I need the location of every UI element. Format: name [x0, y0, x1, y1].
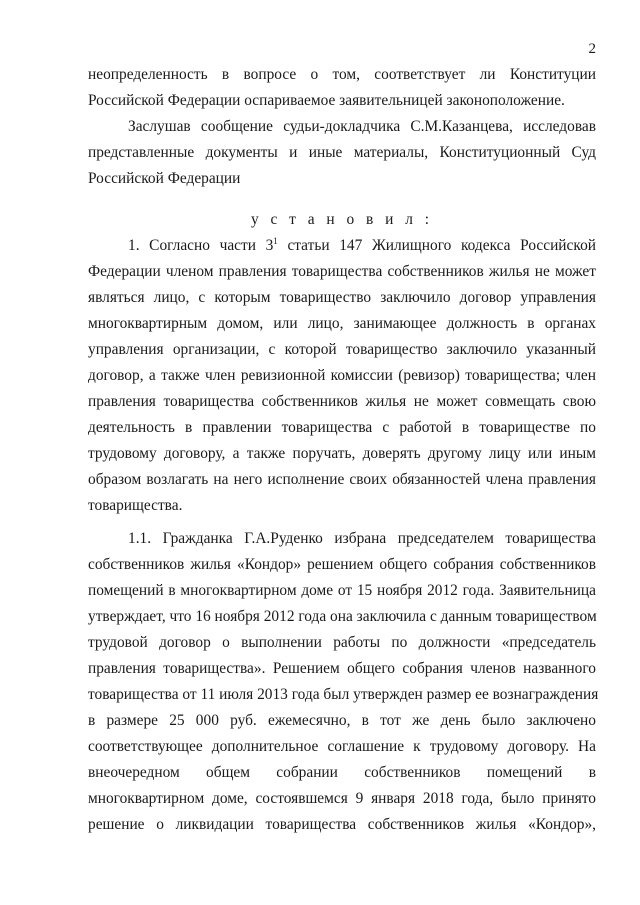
- text-line: договор, а также член ревизионной комиссии (ревизор) товарищества; член: [88, 367, 596, 384]
- text-line: деятельность в правлении товарищества с работой в товариществе по: [88, 419, 596, 436]
- text-line: являться лицо, с которым товарищество заключило договор управления: [88, 289, 596, 306]
- text-line: неопределенность в вопросе о том, соответствует ли Конституции: [88, 66, 596, 83]
- text-line: многоквартирным домом, или лицо, занимающее должность в органах: [88, 315, 596, 332]
- text-line: Федерации членом правления товарищества собственников жилья не может: [88, 263, 596, 280]
- text-line: правления товарищества». Решением общего собрания членов названного: [88, 660, 596, 677]
- text-line: [88, 233, 596, 259]
- text-line: решение о ликвидации товарищества собственников жилья «Кондор»,: [88, 816, 596, 833]
- text-line: трудовому договору, а также поручать, доверять другому лицу или иным: [88, 445, 596, 462]
- text-line: трудовой договор о выполнении работы по должности «председатель: [88, 634, 596, 651]
- section-heading: у с т а н о в и л :: [250, 211, 434, 228]
- text-line: соответствующее дополнительное соглашение к трудовому договору. На: [88, 738, 596, 755]
- text-line: представленные документы и иные материалы, Конституционный Суд: [88, 144, 596, 161]
- text-line: в размере 25 000 руб. ежемесячно, в тот же день было заключено: [88, 712, 596, 729]
- text-line: образом возлагать на него исполнение своих обязанностей члена правления: [88, 471, 596, 488]
- text-line: помещений в многоквартирном доме от 15 ноября 2012 года. Заявительница: [88, 582, 596, 599]
- text-fragment: 1. Согласно части 3: [128, 237, 274, 254]
- text-line: 1.1. Гражданка Г.А.Руденко избрана председателем товарищества: [128, 530, 596, 547]
- paragraph-1: [88, 233, 596, 519]
- page-number: 2: [588, 41, 596, 57]
- text-line: утверждает, что 16 ноября 2012 года она заключила с данным товариществом: [88, 608, 597, 625]
- text-line: управления организации, с которой товарищество заключило указанный: [88, 341, 596, 358]
- paragraph-intro: [88, 62, 596, 114]
- text-fragment: статьи 147 Жилищного кодекса Российской: [277, 237, 596, 254]
- text-line: правления товарищества собственников жилья не может совмещать свою: [88, 393, 596, 410]
- paragraph-hearing: [88, 114, 596, 192]
- paragraph-1-1: [88, 526, 599, 838]
- text-line: многоквартирном доме, состоявшемся 9 января 2018 года, было принято: [88, 790, 596, 807]
- text-line: внеочередном общем собрании собственников помещений в: [88, 764, 596, 781]
- text-line: собственников жилья «Кондор» решением общего собрания собственников: [88, 556, 596, 573]
- text-line: товарищества.: [88, 497, 183, 514]
- text-line: Российской Федерации: [88, 170, 241, 187]
- text-line: Заслушав сообщение судьи-докладчика С.М.Казанцева, исследовав: [128, 118, 596, 135]
- text-line: Российской Федерации оспариваемое заявительницей законоположение.: [88, 92, 565, 109]
- text-line: товарищества от 11 июля 2013 года был утвержден размер ее вознаграждения: [88, 686, 599, 703]
- superscript: 1: [273, 236, 278, 246]
